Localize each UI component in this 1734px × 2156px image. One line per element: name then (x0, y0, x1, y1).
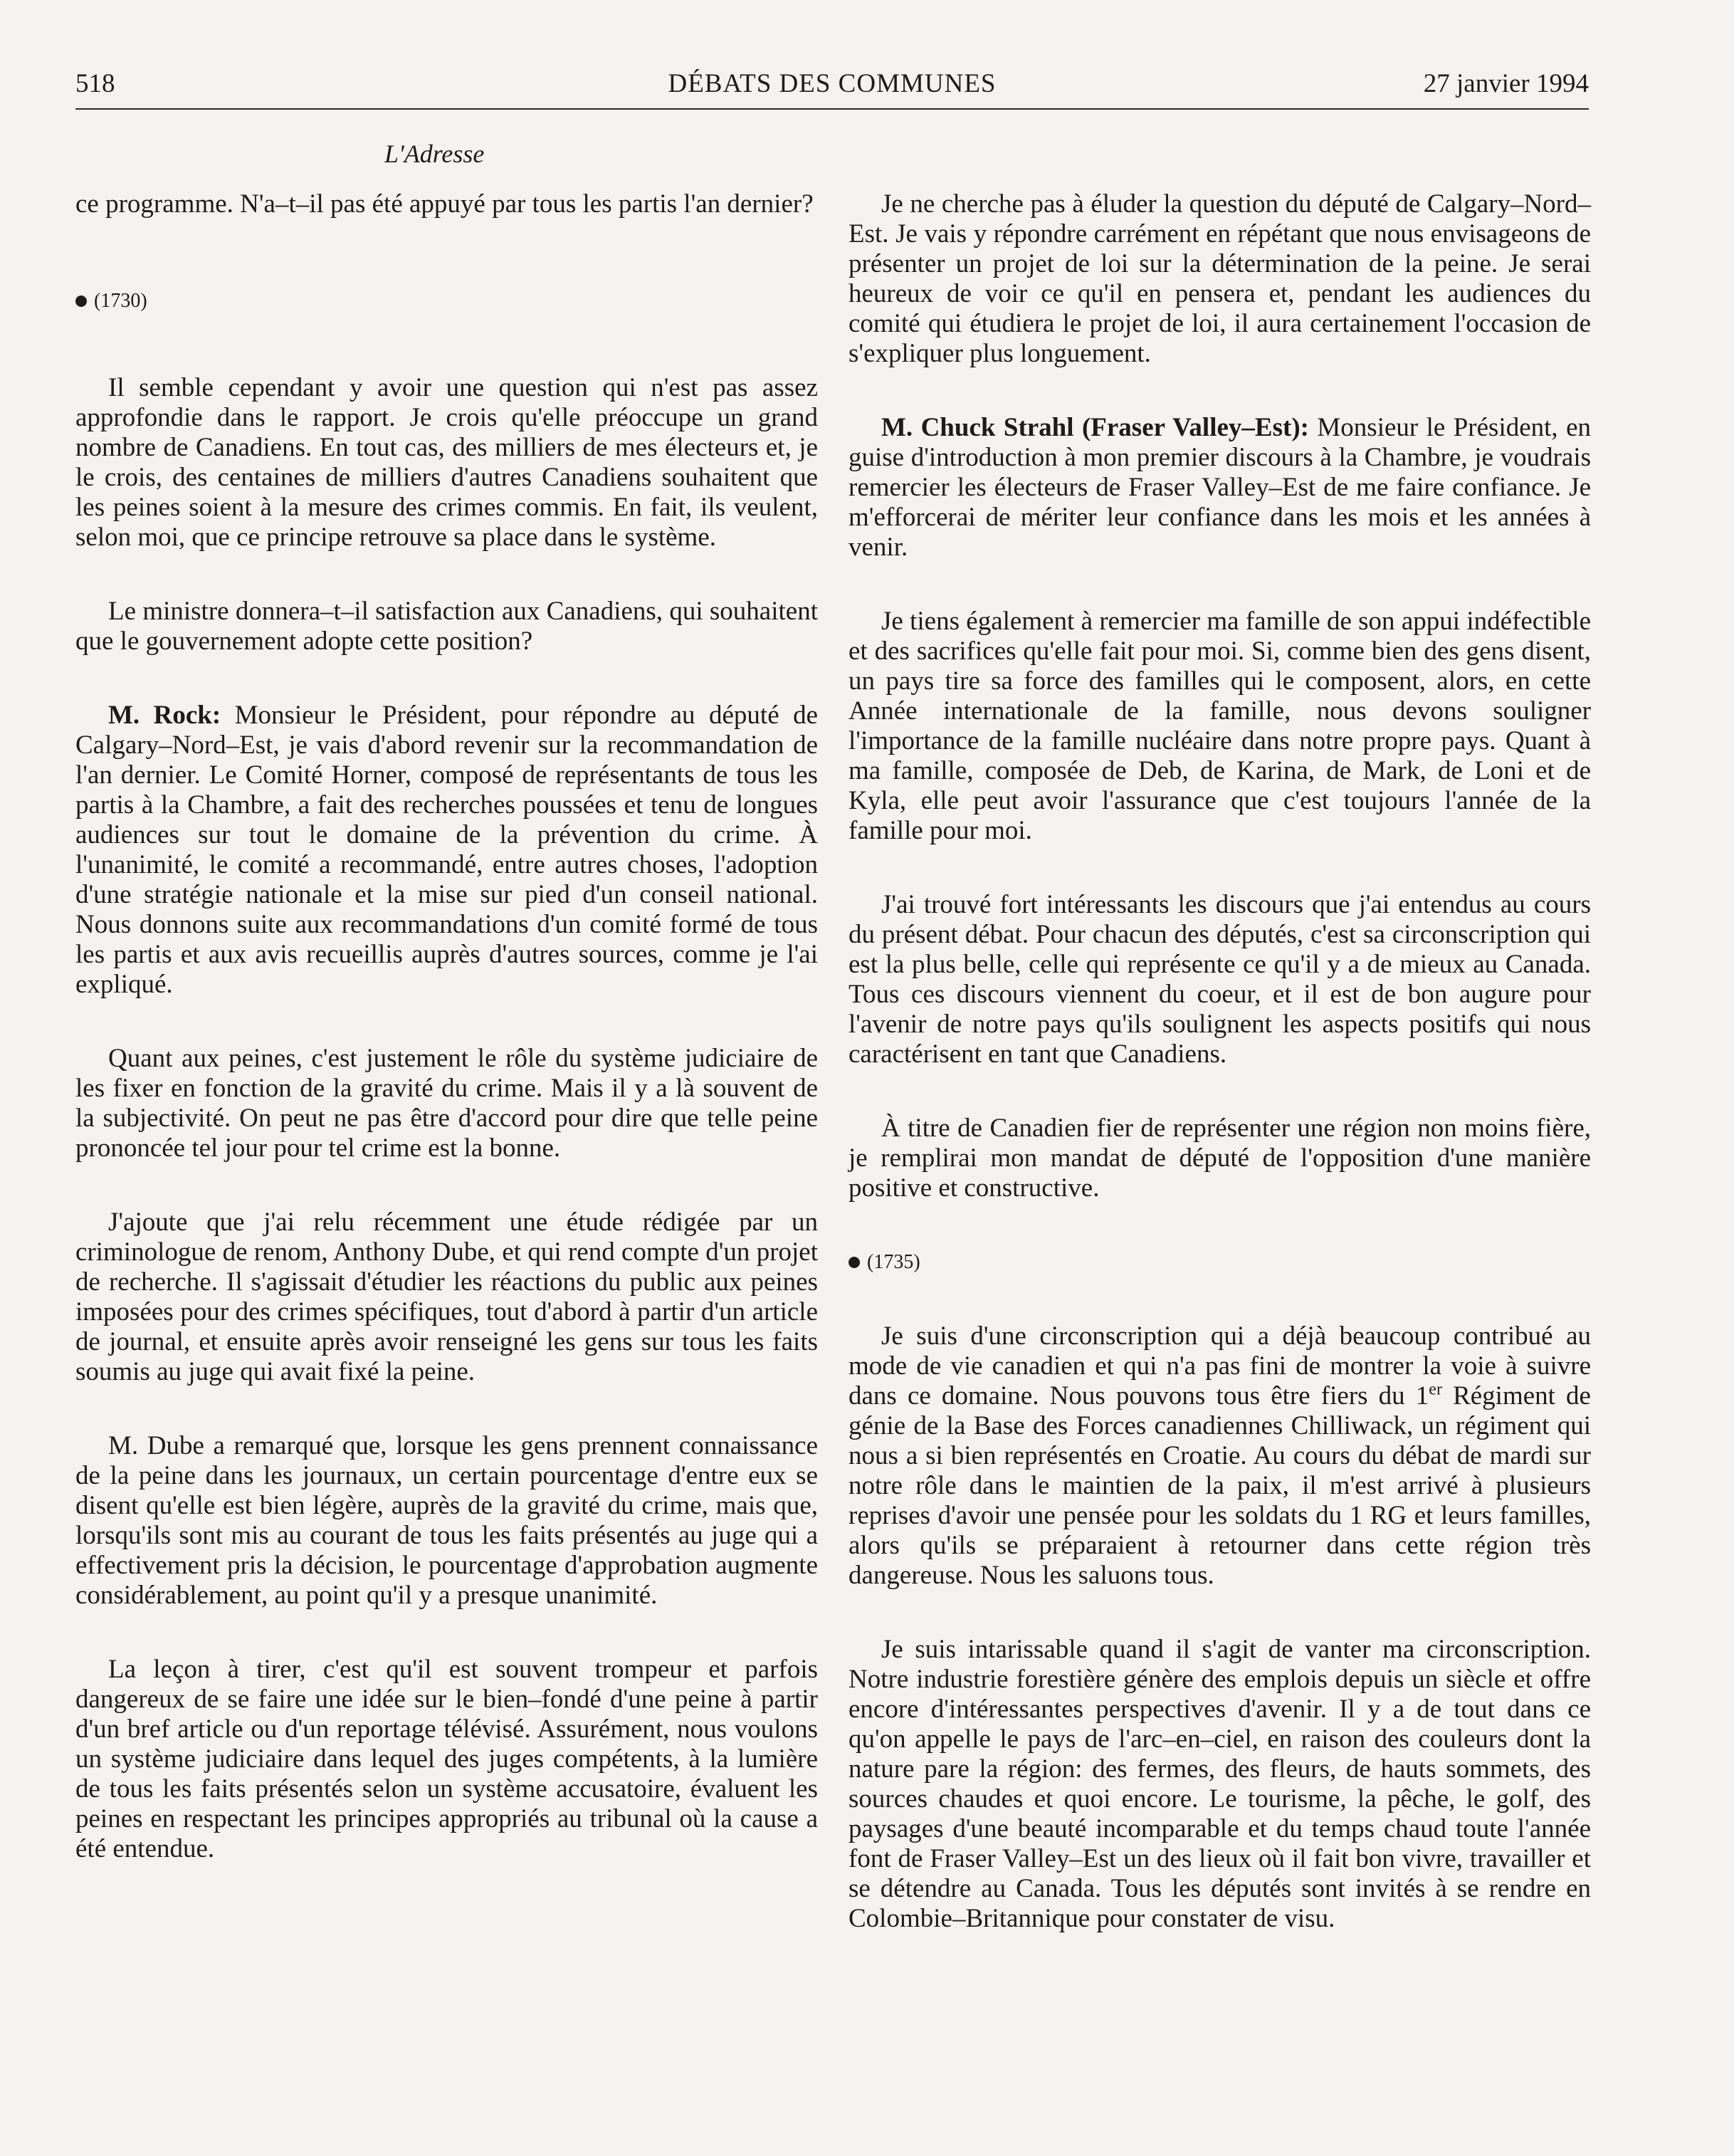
paragraph-speech (848, 413, 1591, 562)
bullet-icon (75, 295, 87, 307)
right-column (848, 189, 1591, 1934)
section-title: L'Adresse (384, 140, 485, 168)
superscript: er (1429, 1380, 1442, 1399)
publication-date: 27 janvier 1994 (1423, 69, 1589, 98)
paragraph: À titre de Canadien fier de représenter une région non moins fière, je remplirai mon mandat de député de l'opposition d'une manière positive et constructive. (848, 1114, 1591, 1203)
paragraph: J'ajoute que j'ai relu récemment une étude rédigée par un criminologue de renom, Anthony Dube, et qui rend compte d'un projet de recherche. Il s'agissait d'étudier les réactions du public aux peines imposées pour des crimes spécifiques, tout d'abord à partir d'un article de journal, et ensuite après avoir renseigné les gens sur tous les faits soumis au juge qui avait fixé la peine. (75, 1208, 818, 1386)
paragraph: Je suis intarissable quand il s'agit de vanter ma circonscription. Notre industrie forestière génère des emplois depuis un siècle et offre encore d'intéressantes perspectives d'avenir. Il y a de tout dans ce qu'on appelle le pays de l'arc–en–ciel, en raison des couleurs dont la nature pare la région: des fermes, des fleurs, de hauts sommets, des sources chaudes et quoi encore. Le tourisme, la pêche, le golf, des paysages d'une beauté incomparable et du temps chaud toute l'année font de Fraser Valley–Est un des lieux où il fait bon vivre, travailler et se détendre au Canada. Tous les députés sont invités à se rendre en Colombie–Britannique pour constater de visu. (848, 1635, 1591, 1933)
paragraph: Le ministre donnera–t–il satisfaction aux Canadiens, qui souhaitent que le gouvernement adopte cette position? (75, 597, 818, 656)
paragraph: Je tiens également à remercier ma famille de son appui indéfectible et des sacrifices qu'elle fait pour moi. Si, comme bien des gens disent, un pays tire sa force des familles qui le composent, alors, en cette Année internationale de la famille, nous devons souligner l'importance de la famille nucléaire dans notre propre pays. Quant à ma famille, composée de Deb, de Karina, de Mark, de Loni et de Kyla, elle peut avoir l'assurance que c'est toujours l'année de la famille pour moi. (848, 607, 1591, 845)
paragraph: Je ne cherche pas à éluder la question du député de Calgary–Nord–Est. Je vais y répondre carrément en répétant que nous envisageons de présenter un projet de loi sur la détermination de la peine. Je serai heureux de voir ce qu'il en pensera et, pendant les audiences du comité qui étudiera le projet de loi, il aura certainement l'occasion de s'expliquer plus longuement. (848, 189, 1591, 368)
page-header (75, 66, 1589, 110)
paragraph: J'ai trouvé fort intéressants les discours que j'ai entendus au cours du présent débat. Pour chacun des députés, c'est sa circonscription qui est la plus belle, celle qui représente ce qu'il y a de mieux au Canada. Tous ces discours viennent du coeur, et il est de bon augure pour l'avenir de notre pays qu'ils soulignent les aspects positifs qui nous caractérisent en tant que Canadiens. (848, 890, 1591, 1069)
paragraph: ce programme. N'a–t–il pas été appuyé par tous les partis l'an dernier? (75, 189, 814, 219)
paragraph-text: Je suis d'une circonscription qui a déjà beaucoup contribué au mode de vie canadien et qui n'a pas fini de montrer la voie à suivre dans ce domaine. Nous pouvons tous être fiers du 1 (848, 1322, 1591, 1411)
page-number: 518 (75, 69, 115, 98)
paragraph-speech (75, 701, 818, 1000)
paragraph-text: Régiment de génie de la Base des Forces canadiennes Chilliwack, un régiment qui nous a si bien représentés en Croatie. Au cours du débat de mardi sur notre rôle dans le maintien de la paix, il m'est arrivé à plusieurs reprises d'avoir une pensée pour les soldats du 1 RG et leurs familles, alors qu'ils se préparaient à retourner dans cette région très dangereuse. Nous les saluons tous. (848, 1381, 1591, 1590)
time-marker-text: (1735) (867, 1251, 920, 1273)
paragraph (848, 1322, 1591, 1591)
paragraph: M. Dube a remarqué que, lorsque les gens prennent connaissance de la peine dans les journaux, un certain pourcentage d'entre eux se disent qu'elle est bien légère, auprès de la gravité du crime, mais que, lorsqu'ils sont mis au courant de tous les faits présentés au juge qui a effectivement pris la décision, le pourcentage d'approbation augmente considérablement, au point qu'il y a presque unanimité. (75, 1431, 818, 1610)
time-marker (75, 286, 818, 316)
speech-text: Monsieur le Président, en guise d'introduction à mon premier discours à la Chambre, je voudrais remercier les électeurs de Fraser Valley–Est de me faire confiance. Je m'efforcerai de mériter leur confiance dans les mois et les années à venir. (848, 413, 1592, 562)
time-marker (848, 1247, 1591, 1277)
speech-text: Monsieur le Président, pour répondre au député de Calgary–Nord–Est, je vais d'abord revenir sur la recommandation de l'an dernier. Le Comité Horner, composé de représentants de tous les partis à la Chambre, a fait des recherches poussées et tenu de longues audiences sur tout le domaine de la prévention du crime. À l'unanimité, le comité a recommandé, entre autres choses, l'adoption d'une stratégie nationale et la mise sur pied d'un conseil national. Nous donnons suite aux recommandations d'un comité formé de tous les partis et aux avis recueillis auprès d'autres sources, comme je l'ai expliqué. (75, 701, 819, 999)
publication-title: DÉBATS DES COMMUNES (668, 69, 997, 98)
speaker-name: M. Rock: (108, 701, 221, 730)
left-column (75, 189, 818, 1864)
time-marker-text: (1730) (94, 290, 147, 312)
speaker-name: M. Chuck Strahl (Fraser Valley–Est): (881, 413, 1309, 442)
paragraph: Quant aux peines, c'est justement le rôle du système judiciaire de les fixer en fonction de la gravité du crime. Mais il y a là souvent de la subjectivité. On peut ne pas être d'accord pour dire que telle peine prononcée tel jour pour tel crime est la bonne. (75, 1044, 818, 1163)
paragraph: La leçon à tirer, c'est qu'il est souvent trompeur et parfois dangereux de se faire une idée sur le bien–fondé d'une peine à partir d'un bref article ou d'un reportage télévisé. Assurément, nous voulons un système judiciaire dans lequel des juges compétents, à la lumière de tous les faits présentés selon un système accusatoire, évaluent les peines en respectant les principes appropriés au tribunal où la cause a été entendue. (75, 1655, 818, 1863)
bullet-icon (848, 1257, 860, 1268)
paragraph: Il semble cependant y avoir une question qui n'est pas assez approfondie dans le rapport. Je crois qu'elle préoccupe un grand nombre de Canadiens. En tout cas, des milliers de mes électeurs et, je le crois, des centaines de milliers d'autres Canadiens souhaitent que les peines soient à la mesure des crimes commis. En fait, ils veulent, selon moi, que ce principe retrouve sa place dans le système. (75, 373, 818, 552)
